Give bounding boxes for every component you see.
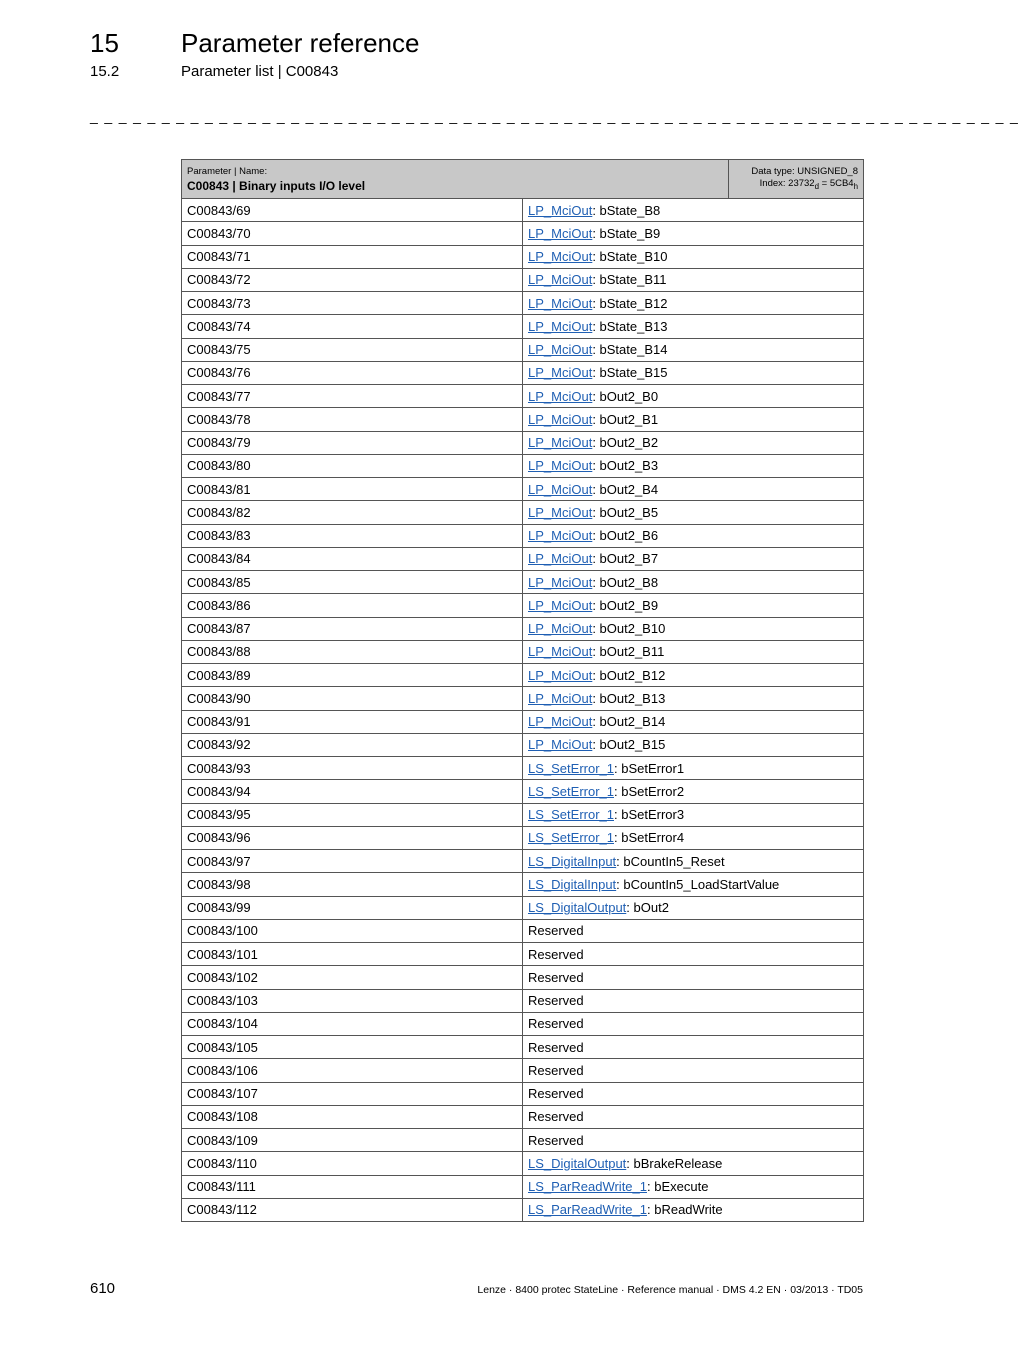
table-row (182, 338, 864, 361)
signal-text: : bCountIn5_LoadStartValue (616, 876, 780, 892)
signal-text: : bOut2_B9 (592, 597, 659, 613)
table-row (182, 547, 864, 570)
table-header-row (182, 160, 864, 199)
signal-text: : bSetError3 (614, 807, 685, 823)
table-row (182, 664, 864, 687)
signal-cell (523, 431, 864, 454)
parameter-cell: C00843/77 (182, 385, 523, 408)
parameter-cell: C00843/87 (182, 617, 523, 640)
table-row (182, 873, 864, 896)
signal-link[interactable]: LS_DigitalInput (528, 876, 617, 892)
signal-text: : bOut2_B3 (592, 458, 659, 474)
signal-link[interactable]: LP_MciOut (528, 202, 593, 218)
parameter-cell: C00843/108 (182, 1105, 523, 1128)
table-row (182, 501, 864, 524)
table-row (182, 315, 864, 338)
signal-text: : bOut2_B6 (592, 528, 659, 544)
parameter-cell: C00843/90 (182, 687, 523, 710)
signal-text: : bOut2 (626, 900, 669, 916)
index-sub-hex: h (853, 181, 858, 191)
signal-link[interactable]: LS_SetError_1 (528, 783, 614, 799)
table-row (182, 571, 864, 594)
signal-cell (523, 315, 864, 338)
signal-link[interactable]: LP_MciOut (528, 690, 593, 706)
signal-text: : bOut2_B1 (592, 411, 659, 427)
signal-text: Reserved (528, 1016, 584, 1032)
parameter-cell: C00843/99 (182, 896, 523, 919)
signal-cell (523, 1175, 864, 1198)
signal-text: Reserved (528, 969, 584, 985)
table-row (182, 617, 864, 640)
table-header-name-cell (182, 160, 729, 199)
signal-link[interactable]: LP_MciOut (528, 365, 593, 381)
chapter-title: Parameter reference (181, 28, 420, 58)
signal-text: : bState_B15 (592, 365, 668, 381)
signal-text: Reserved (528, 1039, 584, 1055)
signal-cell (523, 780, 864, 803)
signal-link[interactable]: LP_MciOut (528, 388, 593, 404)
signal-text: : bOut2_B2 (592, 435, 659, 451)
signal-text: : bBrakeRelease (626, 1155, 723, 1171)
table-row (182, 919, 864, 942)
signal-link[interactable]: LP_MciOut (528, 621, 593, 637)
table-row (182, 1198, 864, 1221)
signal-cell (523, 617, 864, 640)
parameter-cell: C00843/97 (182, 850, 523, 873)
signal-cell (523, 1012, 864, 1035)
signal-link[interactable]: LP_MciOut (528, 644, 593, 660)
table-row (182, 1152, 864, 1175)
signal-cell (523, 385, 864, 408)
table-row (182, 943, 864, 966)
parameter-cell: C00843/78 (182, 408, 523, 431)
signal-text: Reserved (528, 993, 584, 1009)
signal-cell (523, 1198, 864, 1221)
parameter-cell: C00843/71 (182, 245, 523, 268)
parameter-cell: C00843/102 (182, 966, 523, 989)
chapter-number: 15 (90, 28, 119, 58)
table-row (182, 199, 864, 222)
signal-text: : bOut2_B11 (592, 644, 665, 660)
parameter-cell: C00843/106 (182, 1059, 523, 1082)
parameter-cell: C00843/74 (182, 315, 523, 338)
signal-link[interactable]: LP_MciOut (528, 504, 593, 520)
signal-text: : bState_B10 (592, 249, 668, 265)
signal-cell (523, 687, 864, 710)
header-parameter-name: C00843 | Binary inputs I/O level (187, 178, 366, 193)
index-prefix: Index: 23732 (759, 177, 815, 189)
parameter-cell: C00843/92 (182, 733, 523, 756)
signal-text: : bOut2_B14 (592, 714, 666, 730)
signal-text: : bCountIn5_Reset (616, 853, 725, 869)
signal-link[interactable]: LS_SetError_1 (528, 760, 614, 776)
signal-link[interactable]: LS_ParReadWrite_1 (528, 1179, 647, 1195)
parameter-cell: C00843/86 (182, 594, 523, 617)
signal-link[interactable]: LS_ParReadWrite_1 (528, 1202, 647, 1218)
signal-link[interactable]: LS_SetError_1 (528, 830, 614, 846)
data-type: Data type: UNSIGNED_8 (751, 165, 858, 177)
signal-cell (523, 1105, 864, 1128)
table-row (182, 361, 864, 384)
table-row (182, 989, 864, 1012)
signal-cell (523, 943, 864, 966)
table-row (182, 222, 864, 245)
signal-link[interactable]: LS_DigitalInput (528, 853, 617, 869)
table-row (182, 780, 864, 803)
signal-text: : bReadWrite (647, 1202, 723, 1218)
table-row (182, 268, 864, 291)
signal-link[interactable]: LP_MciOut (528, 458, 593, 474)
signal-text: : bState_B8 (592, 202, 661, 218)
signal-link[interactable]: LP_MciOut (528, 225, 593, 241)
signal-cell (523, 873, 864, 896)
signal-cell (523, 896, 864, 919)
parameter-cell: C00843/70 (182, 222, 523, 245)
signal-text: Reserved (528, 1086, 584, 1102)
table-row (182, 524, 864, 547)
signal-text: : bSetError2 (614, 783, 685, 799)
signal-cell (523, 850, 864, 873)
table-row (182, 966, 864, 989)
parameter-cell: C00843/109 (182, 1129, 523, 1152)
signal-text: Reserved (528, 1062, 584, 1078)
parameter-cell: C00843/73 (182, 292, 523, 315)
signal-cell (523, 733, 864, 756)
signal-cell (523, 199, 864, 222)
signal-cell (523, 478, 864, 501)
table-header-type-cell (729, 160, 864, 199)
signal-text: : bOut2_B4 (592, 481, 659, 497)
signal-cell (523, 1082, 864, 1105)
signal-cell (523, 408, 864, 431)
signal-cell (523, 292, 864, 315)
signal-cell (523, 594, 864, 617)
parameter-cell: C00843/72 (182, 268, 523, 291)
signal-link[interactable]: LP_MciOut (528, 481, 593, 497)
table-row (182, 733, 864, 756)
signal-cell (523, 245, 864, 268)
signal-cell (523, 826, 864, 849)
signal-text: : bOut2_B10 (592, 621, 666, 637)
parameter-cell: C00843/89 (182, 664, 523, 687)
table-row (182, 896, 864, 919)
table-row (182, 1105, 864, 1128)
signal-cell (523, 1036, 864, 1059)
signal-link[interactable]: LP_MciOut (528, 597, 593, 613)
signal-link[interactable]: LP_MciOut (528, 528, 593, 544)
signal-link[interactable]: LP_MciOut (528, 411, 593, 427)
signal-link[interactable]: LP_MciOut (528, 249, 593, 265)
signal-link[interactable]: LP_MciOut (528, 737, 593, 753)
parameter-cell: C00843/91 (182, 710, 523, 733)
signal-cell (523, 803, 864, 826)
signal-cell (523, 338, 864, 361)
signal-cell (523, 524, 864, 547)
signal-text: : bState_B14 (592, 342, 668, 358)
signal-text: : bOut2_B8 (592, 574, 659, 590)
parameter-cell: C00843/93 (182, 757, 523, 780)
table-row (182, 710, 864, 733)
table-row (182, 640, 864, 663)
table-row (182, 826, 864, 849)
signal-cell (523, 966, 864, 989)
signal-cell (523, 501, 864, 524)
signal-text: : bExecute (647, 1179, 709, 1195)
table-row (182, 1059, 864, 1082)
table-row (182, 454, 864, 477)
signal-cell (523, 361, 864, 384)
signal-cell (523, 268, 864, 291)
parameter-cell: C00843/76 (182, 361, 523, 384)
signal-link[interactable]: LS_DigitalOutput (528, 1155, 627, 1171)
parameter-cell: C00843/83 (182, 524, 523, 547)
parameter-cell: C00843/100 (182, 919, 523, 942)
signal-link[interactable]: LP_MciOut (528, 272, 593, 288)
index-mid: = 5CB4 (819, 177, 854, 189)
signal-text: : bState_B11 (592, 272, 667, 288)
table-row (182, 1012, 864, 1035)
signal-link[interactable]: LP_MciOut (528, 574, 593, 590)
signal-text: : bOut2_B12 (592, 667, 666, 683)
table-row (182, 478, 864, 501)
signal-text: : bSetError1 (614, 760, 685, 776)
signal-link[interactable]: LP_MciOut (528, 342, 593, 358)
table-row (182, 1082, 864, 1105)
section-number: 15.2 (90, 63, 120, 80)
signal-link[interactable]: LP_MciOut (528, 295, 593, 311)
index-info (734, 178, 858, 193)
signal-cell (523, 919, 864, 942)
signal-link[interactable]: LS_SetError_1 (528, 807, 614, 823)
parameter-cell: C00843/103 (182, 989, 523, 1012)
signal-text: Reserved (528, 946, 584, 962)
signal-cell (523, 571, 864, 594)
parameter-cell: C00843/110 (182, 1152, 523, 1175)
signal-cell (523, 222, 864, 245)
signal-link[interactable]: LP_MciOut (528, 714, 593, 730)
signal-text: : bSetError4 (614, 830, 685, 846)
table-row (182, 757, 864, 780)
footer-doc-info: Lenze · 8400 protec StateLine · Reference manual · DMS 4.2 EN · 03/2013 · TD05 (477, 1284, 863, 1296)
signal-text: : bState_B12 (592, 295, 668, 311)
parameter-cell: C00843/111 (182, 1175, 523, 1198)
section-title: Parameter list | C00843 (181, 63, 339, 80)
parameter-cell: C00843/84 (182, 547, 523, 570)
parameter-cell: C00843/96 (182, 826, 523, 849)
table-row (182, 687, 864, 710)
signal-cell (523, 1059, 864, 1082)
table-row (182, 803, 864, 826)
parameter-cell: C00843/107 (182, 1082, 523, 1105)
signal-cell (523, 640, 864, 663)
parameter-cell: C00843/75 (182, 338, 523, 361)
signal-text: Reserved (528, 923, 584, 939)
parameter-cell: C00843/81 (182, 478, 523, 501)
parameter-cell: C00843/88 (182, 640, 523, 663)
signal-cell (523, 710, 864, 733)
signal-text: : bOut2_B15 (592, 737, 666, 753)
parameter-cell: C00843/85 (182, 571, 523, 594)
signal-cell (523, 1152, 864, 1175)
parameter-cell: C00843/82 (182, 501, 523, 524)
index-sub-decimal: d (814, 181, 819, 191)
signal-cell (523, 1129, 864, 1152)
header-separator: _ _ _ _ _ _ _ _ _ _ _ _ _ _ _ _ _ _ _ _ _ _ _ _ _ _ _ _ _ _ _ _ _ _ _ _ _ _ _ _ _ _ _ _ _ _ _ _ _ _ _ _ _ _ _ _ _ _ _ _ _ _ _ _ _ (90, 108, 1019, 124)
table-row (182, 292, 864, 315)
table-row (182, 850, 864, 873)
signal-text: : bOut2_B7 (592, 551, 659, 567)
signal-text: Reserved (528, 1109, 584, 1125)
parameter-table (181, 159, 864, 1222)
signal-text: : bOut2_B0 (592, 388, 659, 404)
signal-cell (523, 989, 864, 1012)
signal-text: : bOut2_B5 (592, 504, 659, 520)
table-row (182, 1175, 864, 1198)
signal-link[interactable]: LP_MciOut (528, 435, 593, 451)
signal-link[interactable]: LP_MciOut (528, 551, 593, 567)
parameter-cell: C00843/98 (182, 873, 523, 896)
page-number: 610 (90, 1280, 116, 1297)
table-row (182, 594, 864, 617)
parameter-cell: C00843/79 (182, 431, 523, 454)
signal-link[interactable]: LS_DigitalOutput (528, 900, 627, 916)
parameter-cell: C00843/95 (182, 803, 523, 826)
table-row (182, 1036, 864, 1059)
table-row (182, 408, 864, 431)
parameter-cell: C00843/80 (182, 454, 523, 477)
signal-cell (523, 547, 864, 570)
signal-cell (523, 454, 864, 477)
signal-link[interactable]: LP_MciOut (528, 667, 593, 683)
signal-text: : bOut2_B13 (592, 690, 666, 706)
header-label: Parameter | Name: (187, 165, 268, 177)
table-row (182, 1129, 864, 1152)
signal-cell (523, 664, 864, 687)
parameter-cell: C00843/112 (182, 1198, 523, 1221)
table-row (182, 245, 864, 268)
signal-text: : bState_B9 (592, 225, 661, 241)
parameter-cell: C00843/105 (182, 1036, 523, 1059)
parameter-cell: C00843/101 (182, 943, 523, 966)
signal-text: : bState_B13 (592, 318, 668, 334)
table-row (182, 385, 864, 408)
signal-text: Reserved (528, 1132, 584, 1148)
signal-link[interactable]: LP_MciOut (528, 318, 593, 334)
parameter-cell: C00843/104 (182, 1012, 523, 1035)
signal-cell (523, 757, 864, 780)
parameter-cell: C00843/94 (182, 780, 523, 803)
table-row (182, 431, 864, 454)
parameter-cell: C00843/69 (182, 199, 523, 222)
